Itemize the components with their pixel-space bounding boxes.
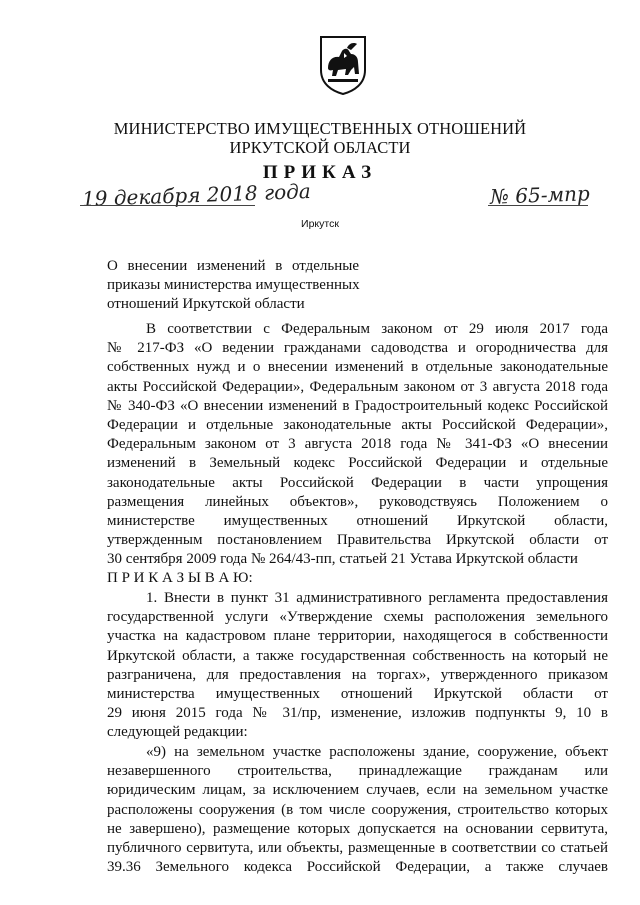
preamble-line: Федерации и отдельные законодательные акты Российской Федерации»,: [107, 416, 608, 433]
item-1-paragraph: [107, 589, 608, 743]
ministry-name-line2: ИРКУТСКОЙ ОБЛАСТИ: [229, 138, 411, 157]
preamble-line: В соответствии с Федеральным законом от 29 июля 2017 года: [146, 321, 608, 337]
item-1-line: государственной услуги «Утверждение схемы расположения земельного: [107, 609, 608, 626]
preamble-line: министерстве имущественных отношений Иркутской области,: [107, 512, 608, 529]
quote-line: 39.36 Земельного кодекса Российской Федерации, а также случаев: [107, 859, 608, 876]
handwritten-number: № 65-мпр: [489, 181, 591, 209]
ministry-name-line1: МИНИСТЕРСТВО ИМУЩЕСТВЕННЫХ ОТНОШЕНИЙ: [113, 119, 527, 138]
coat-of-arms-emblem: [318, 34, 368, 96]
preamble-line: размещения линейных объектов», руководствуясь Положением о: [107, 493, 608, 510]
subject-line: приказы министерства имущественных: [107, 277, 360, 294]
item-1-line: участка на кадастровом плане территории, находящегося в собственности: [107, 628, 608, 645]
preamble-line: собственных нужд и о внесении изменений в отдельные законодательные: [107, 359, 608, 376]
item-1-line: министерства имущественных отношений Иркутской области от: [107, 685, 608, 702]
subject-line: отношений Иркутской области: [107, 296, 305, 313]
quoted-amendment: [107, 743, 608, 877]
quote-line: расположены сооружения (в том числе сооружения, строительство которых: [107, 801, 608, 818]
order-word: П Р И К А З Ы В А Ю:: [107, 570, 253, 587]
preamble-paragraph: [107, 320, 608, 589]
document-type: ПРИКАЗ: [262, 162, 378, 183]
preamble-line: законодательные акты Российской Федерации в части упрощения: [107, 474, 608, 491]
item-1-line: 29 июня 2015 года № 31/пр, изменение, изложив подпункты 9, 10 в: [107, 705, 608, 722]
preamble-line: утвержденным постановлением Правительства Иркутской области от: [107, 532, 608, 549]
quote-line: публичного сервитута, или объекты, размещенные в соответствии со статьей: [107, 839, 608, 856]
quote-line: не завершено), размещение которых допускается на основании сервитута,: [107, 820, 608, 837]
preamble-line: № 217-ФЗ «О ведении гражданами садоводства и огородничества для: [107, 340, 608, 357]
preamble-line: изменений в Земельный кодекс Российской Федерации и отдельные: [107, 455, 608, 472]
item-1-line: Иркутской области, а также государственная собственность на который не: [107, 647, 608, 664]
date-underline: [80, 205, 255, 206]
item-1-line: разграничена, для предоставления на торгах», утвержденного приказом: [107, 666, 608, 683]
number-underline: [488, 205, 588, 206]
preamble-line: № 340-ФЗ «О внесении изменений в Градостроительный кодекс Российской: [107, 397, 608, 414]
preamble-line: 30 сентября 2009 года № 264/43-пп, статьей 21 Устава Иркутской области: [107, 551, 578, 568]
quote-line: юридическим лицам, за исключением случаев, если на земельном участке: [107, 782, 608, 799]
preamble-line: Федеральным законом от 3 августа 2018 года № 341-ФЗ «О внесении: [107, 436, 608, 453]
handwritten-date: 19 декабря 2018 года: [81, 179, 312, 211]
item-1-line: следующей редакции:: [107, 724, 248, 741]
subject-line: О внесении изменений в отдельные: [107, 258, 359, 274]
city-name: Иркутск: [301, 218, 339, 230]
document-subject: [107, 257, 407, 315]
preamble-line: акты Российской Федерации», Федеральным законом от 3 августа 2018 года: [107, 378, 608, 395]
item-1-line: 1. Внести в пункт 31 административного регламента предоставления: [146, 590, 608, 606]
quote-line: незавершенного строительства, принадлежащие гражданам или: [107, 763, 608, 780]
quote-line: «9) на земельном участке расположены здание, сооружение, объект: [146, 744, 608, 760]
